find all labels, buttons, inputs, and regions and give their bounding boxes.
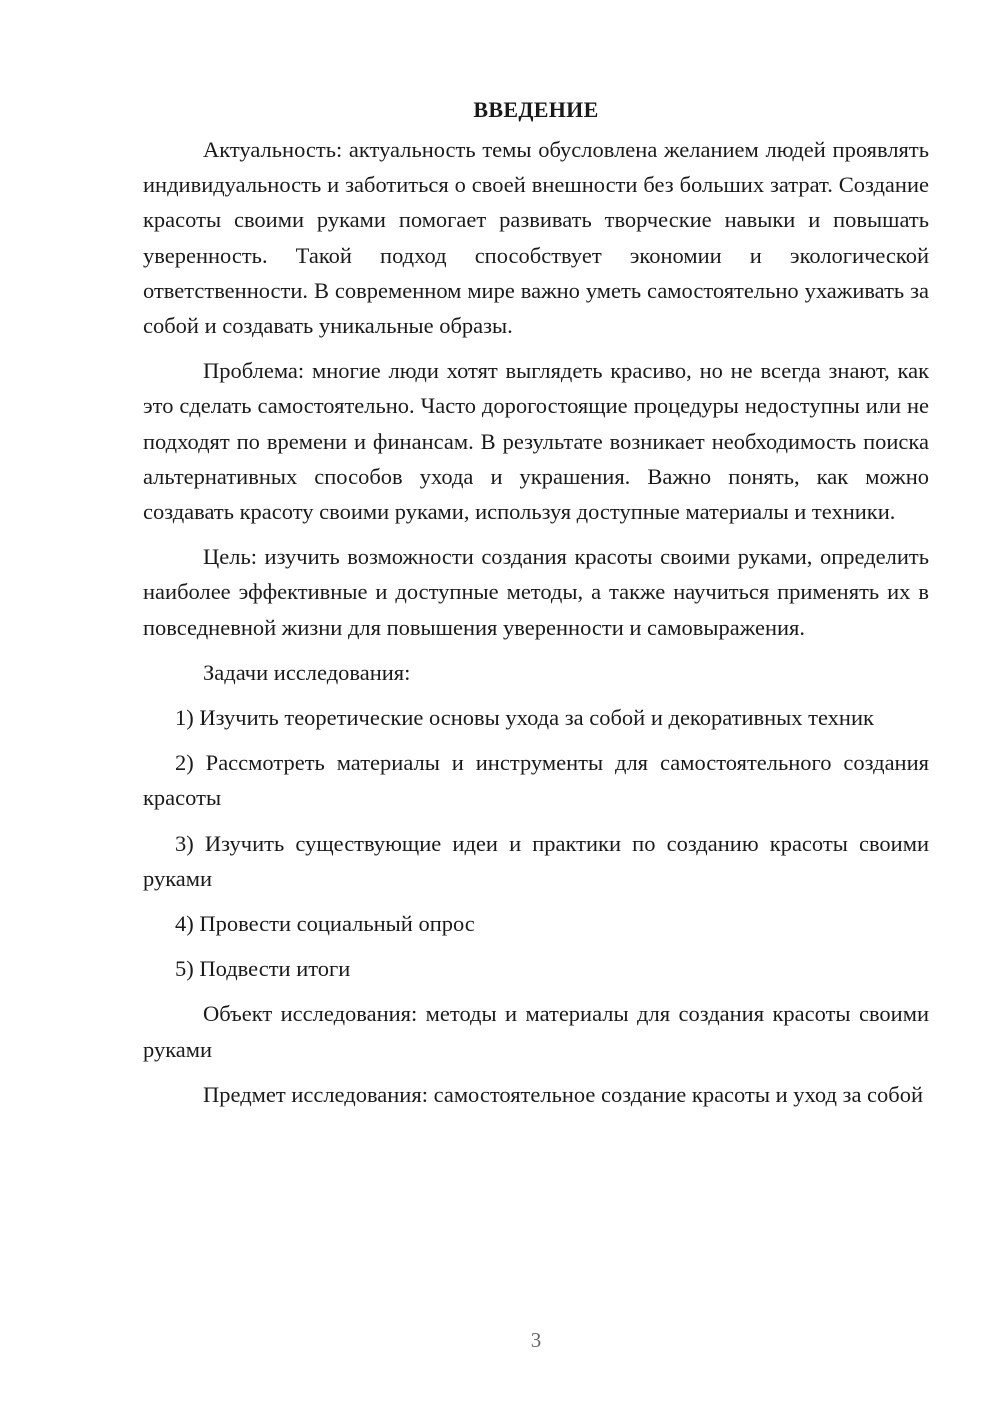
document-body [143, 92, 929, 1122]
task-item-3: 3) Изучить существующие идеи и практики по созданию красоты своими руками [143, 830, 929, 891]
tasks-heading: Задачи исследования: [203, 659, 411, 685]
problem-paragraph: Проблема: многие люди хотят выглядеть красиво, но не всегда знают, как это сделать самостоятельно. Часто дорогостоящие процедуры недоступны или не подходят по времени и финансам. В результате возникает необходимость поиска альтернативных способов ухода и украшения. Важно понять, как можно создавать красоту своими руками, используя доступные материалы и техники. [143, 358, 929, 525]
page-title: ВВЕДЕНИЕ [473, 97, 599, 122]
relevance-paragraph: Актуальность: актуальность темы обусловлена желанием людей проявлять индивидуальность и заботиться о своей внешности без больших затрат. Создание красоты своими руками помогает развивать творческие навыки и повышать уверенность. Такой подход способствует экономии и экологической ответственности. В современном мире важно уметь самостоятельно ухаживать за собой и создавать уникальные образы. [143, 137, 929, 339]
subject-paragraph: Предмет исследования: самостоятельное создание красоты и уход за собой [203, 1081, 924, 1107]
task-item-1: 1) Изучить теоретические основы ухода за собой и декоративных техник [175, 705, 874, 731]
page-number: 3 [530, 1328, 542, 1352]
task-item-4: 4) Провести социальный опрос [175, 911, 475, 937]
task-item-2: 2) Рассмотреть материалы и инструменты для самостоятельного создания красоты [143, 750, 929, 811]
goal-paragraph: Цель: изучить возможности создания красоты своими руками, определить наиболее эффективные и доступные методы, а также научиться применять их в повседневной жизни для повышения уверенности и самовыражения. [143, 544, 929, 640]
task-item-5: 5) Подвести итоги [175, 956, 351, 982]
object-paragraph: Объект исследования: методы и материалы для создания красоты своими руками [143, 1001, 929, 1062]
